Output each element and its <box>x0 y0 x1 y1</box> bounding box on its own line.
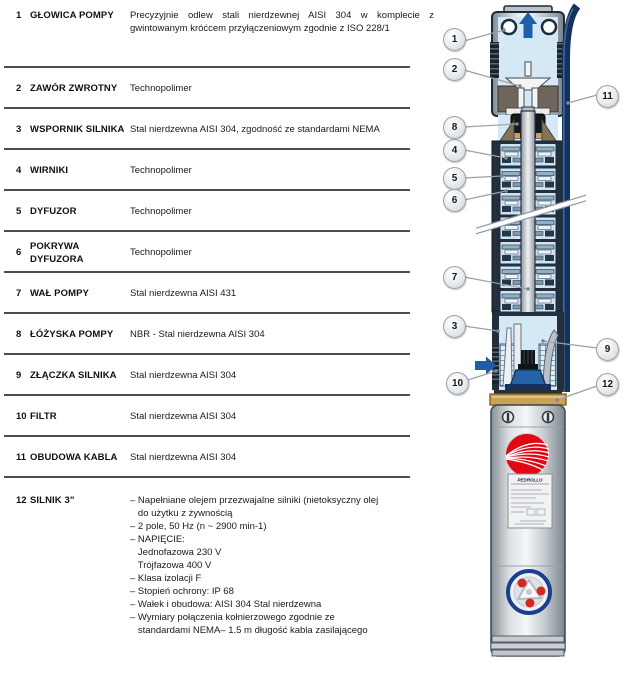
part-name: WAŁ POMPY <box>30 288 89 299</box>
callout-11: 11 <box>596 85 619 108</box>
part-description: Stal nierdzewna AISI 304, zgodność ze standardami NEMA <box>130 124 380 135</box>
callout-2: 2 <box>443 58 466 81</box>
spec-line: do użytku z żywnością <box>130 508 233 519</box>
part-name: ŁÓŻYSKA POMPY <box>30 329 114 340</box>
part-number: 4 <box>16 165 22 176</box>
part-number: 10 <box>16 411 27 422</box>
part-description: Stal nierdzewna AISI 304 <box>130 370 237 381</box>
callout-4: 4 <box>443 139 466 162</box>
part-name: WIRNIKI <box>30 165 69 176</box>
motor-screw <box>543 412 554 423</box>
part-name: POKRYWA DYFUZORA <box>30 240 84 265</box>
part-number: 12 <box>16 495 27 506</box>
table-row <box>6 273 436 314</box>
part-name: ZŁĄCZKA SILNIKA <box>30 370 117 381</box>
motor-bottom-rings <box>491 636 565 656</box>
spec-line: standardami NEMA– 1.5 m długość kabla zasilającego <box>130 625 368 636</box>
part-number: 6 <box>16 247 22 258</box>
nameplate-brand-text: PEDROLLO <box>517 477 543 483</box>
brand-logo <box>506 434 550 477</box>
motor-screw <box>503 412 514 423</box>
part-name: DYFUZOR <box>30 206 77 217</box>
part-description: Precyzyjnie odlew stali nierdzewnej AISI 304 w komplecie z gwintowanym króćcem przyłączeniowym zgodnie z ISO 228/1 <box>130 10 434 34</box>
spec-line: – 2 pole, 50 Hz (n ~ 2900 min-1) <box>130 521 267 532</box>
part-number: 2 <box>16 83 22 94</box>
parts-table <box>6 0 436 637</box>
motor-body <box>491 405 565 656</box>
table-row <box>6 396 436 437</box>
part-description <box>130 494 436 637</box>
spec-line: Jednofazowa 230 V <box>130 547 222 558</box>
part-description: Stal nierdzewna AISI 304 <box>130 411 237 422</box>
spec-line: – Wymiary połączenia kołnierzowego zgodnie ze <box>130 612 335 623</box>
spec-line: Trójfazowa 400 V <box>130 560 212 571</box>
part-description: Technopolimer <box>130 247 192 258</box>
callout-5: 5 <box>443 167 466 190</box>
table-row <box>6 355 436 396</box>
part-name: ZAWÓR ZWROTNY <box>30 83 118 94</box>
table-row <box>6 150 436 191</box>
table-row <box>6 0 436 68</box>
part-name: OBUDOWA KABLA <box>30 452 118 463</box>
part-number: 7 <box>16 288 22 299</box>
part-name: FILTR <box>30 411 57 422</box>
suction-section <box>492 312 564 391</box>
part-number: 1 <box>16 10 22 21</box>
table-row <box>6 109 436 150</box>
lifting-eyelet <box>542 20 556 34</box>
part-name: GŁOWICA POMPY <box>30 10 114 21</box>
lifting-eyelet <box>502 20 516 34</box>
part-number: 3 <box>16 124 22 135</box>
part-description: Technopolimer <box>130 83 192 94</box>
callout-9: 9 <box>596 338 619 361</box>
part-description: Technopolimer <box>130 165 192 176</box>
part-number: 11 <box>16 452 27 463</box>
callout-10: 10 <box>446 372 469 395</box>
part-description: NBR - Stal nierdzewna AISI 304 <box>130 329 265 340</box>
callout-12: 12 <box>596 373 619 396</box>
spec-line: – Wałek i obudowa: AISI 304 Stal nierdzewna <box>130 599 322 610</box>
table-row <box>6 314 436 355</box>
callout-7: 7 <box>443 266 466 289</box>
part-number: 8 <box>16 329 22 340</box>
callout-1: 1 <box>443 28 466 51</box>
table-row <box>6 437 436 478</box>
motor-flange <box>490 390 566 405</box>
part-number: 9 <box>16 370 22 381</box>
part-name: WSPORNIK SILNIKA <box>30 124 125 135</box>
spec-line: – NAPIĘCIE: <box>130 534 185 545</box>
spec-line: – Klasa izolacji F <box>130 573 202 584</box>
spec-line: – Napełniane olejem przezwajalne silniki (nietoksyczny olej <box>130 495 379 506</box>
spec-line: – Stopień ochrony: IP 68 <box>130 586 234 597</box>
table-row <box>6 191 436 232</box>
callout-3: 3 <box>443 315 466 338</box>
part-description: Stal nierdzewna AISI 304 <box>130 452 237 463</box>
motor-bottom-emblem <box>508 571 550 613</box>
part-name: SILNIK 3" <box>30 495 75 506</box>
part-number: 5 <box>16 206 22 217</box>
table-row <box>6 232 436 273</box>
callout-6: 6 <box>443 189 466 212</box>
table-row <box>6 478 436 637</box>
part-description: Stal nierdzewna AISI 431 <box>130 288 237 299</box>
callout-8: 8 <box>443 116 466 139</box>
table-row <box>6 68 436 109</box>
part-description: Technopolimer <box>130 206 192 217</box>
nameplate <box>508 474 552 528</box>
